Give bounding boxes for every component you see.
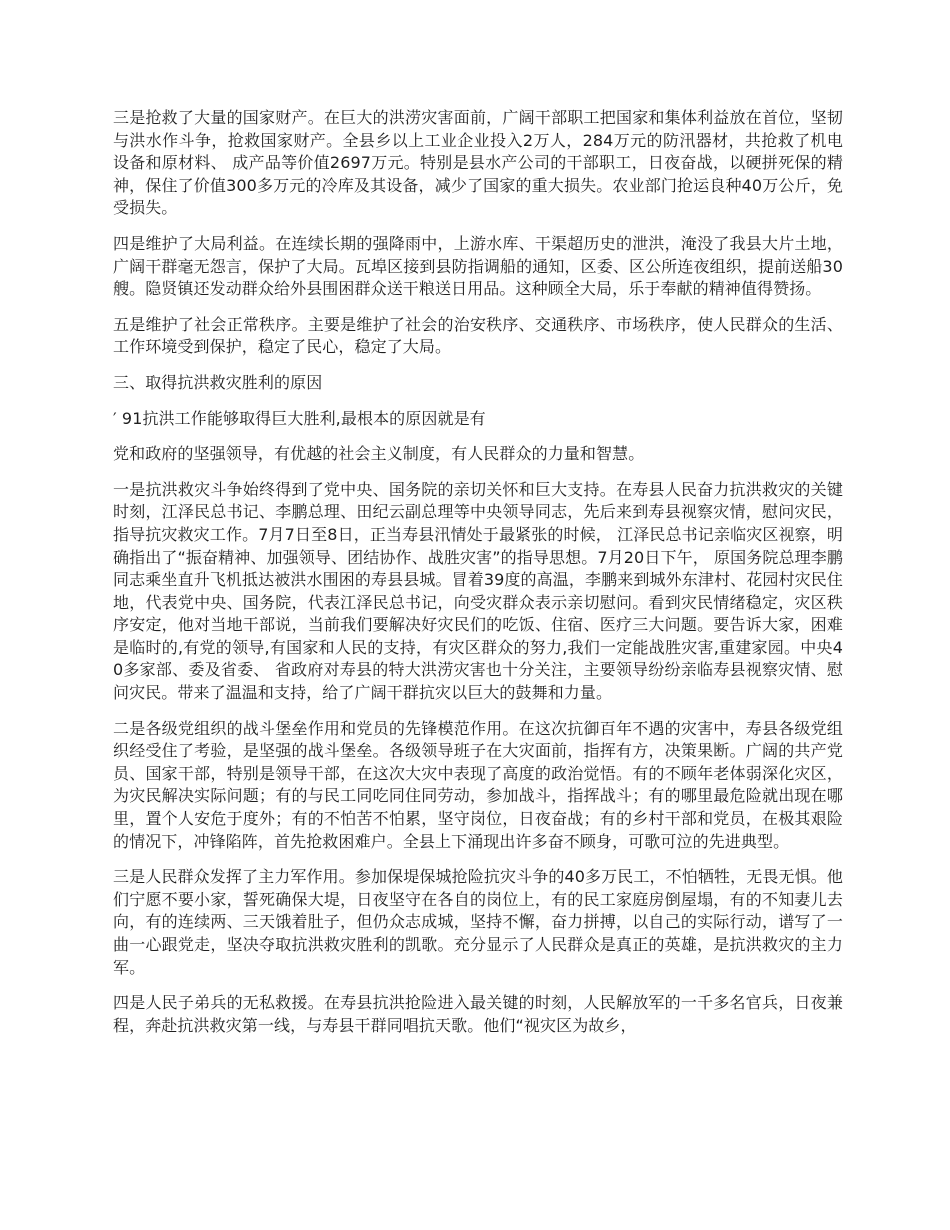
paragraph-overall-interest: 四是维护了大局利益。在连续长期的强降雨中，上游水库、干渠超历史的泄洪，淹没了我县大片土地，广阔干群毫无怨言，保护了大局。瓦埠区接到县防指调船的通知，区委、区公所连夜组织，提前送船30艘。隐贤镇还发动群众给外县围困群众送干粮送日用品。这种顾全大局，乐于奉献的精神值得赞扬。 <box>113 233 843 299</box>
paragraph-army-rescue: 四是人民子弟兵的无私救援。在寿县抗洪抢险进入最关键的时刻，人民解放军的一千多名官兵，日夜兼程，奔赴抗洪救灾第一线，与寿县干群同唱抗天歌。他们“视灾区为故乡， <box>113 993 843 1035</box>
paragraph-central-support: 一是抗洪救灾斗争始终得到了党中央、国务院的亲切关怀和巨大支持。在寿县人民奋力抗洪救灾的关键时刻，江泽民总书记、李鹏总理、田纪云副总理等中央领导同志，先后来到寿县视察灾情，慰问灾民，指导抗灾救灾工作。7月7日至8日，正当寿县汛情处于最紧张的时候， 江泽民总书记亲临灾区视察，明确指出了“振奋精神、加强领导、团结协作、战胜灾害”的指导思想。7月20日下午， 原国务院总理李鹏同志乘坐直升飞机抵达被洪水围困的寿县县城。冒着39度的高温，李鹏来到城外东津村、花园村灾民住地，代表党中央、国务院，代表江泽民总书记，向受灾群众表示亲切慰问。看到灾民情绪稳定，灾区秩序安定，他对当地干部说，当前我们要解决好灾民们的吃饭、住宿、医疗三大问题。要告诉大家，困难是临时的,有党的领导,有国家和人民的支持，有灾区群众的努力,我们一定能战胜灾害,重建家园。中央40多家部、委及省委、 省政府对寿县的特大洪涝灾害也十分关注，主要领导纷纷亲临寿县视察灾情、慰问灾民。带来了温温和支持，给了广阔干群抗灾以巨大的鼓舞和力量。 <box>113 479 843 703</box>
paragraph-party-organizations: 二是各级党组织的战斗堡垒作用和党员的先锋模范作用。在这次抗御百年不遇的灾害中，寿县各级党组织经受住了考验，是坚强的战斗堡垒。各级领导班子在大灾面前，指挥有方，决策果断。广阔的共产党员、国家干部，特别是领导干部，在这次大灾中表现了高度的政治觉悟。有的不顾年老体弱深化灾区，为灾民解决实际问题；有的与民工同吃同住同劳动，参加战斗，指挥战斗；有的哪里最危险就出现在哪里，置个人安危于度外；有的不怕苦不怕累，坚守岗位，日夜奋战；有的乡村干部和党员，在极其艰险的情况下，冲锋陷阵，首先抢救困难户。全县上下涌现出许多奋不顾身，可歌可泣的先进典型。 <box>113 718 843 851</box>
paragraph-people-main-force: 三是人民群众发挥了主力军作用。参加保堤保城抢险抗灾斗争的40多万民工，不怕牺牲，无畏无惧。他们宁愿不要小家，誓死确保大堤，日夜坚守在各自的岗位上，有的民工家庭房倒屋塌，有的不知妻儿去向，有的连续两、三天饿着肚子，但仍众志成城，坚持不懈，奋力拼搏，以自己的实际行动，谱写了一曲一心跟党走，坚决夺取抗洪救灾胜利的凯歌。充分显示了人民群众是真正的英雄，是抗洪救灾的主力军。 <box>113 867 843 977</box>
section-heading-reasons: 三、取得抗洪救灾胜利的原因 <box>113 372 323 392</box>
paragraph-reason-intro: ′ 91抗洪工作能够取得巨大胜利,最根本的原因就是有 <box>113 408 486 428</box>
document-body <box>113 107 843 1050</box>
paragraph-reason-intro-continued: 党和政府的坚强领导，有优越的社会主义制度，有人民群众的力量和智慧。 <box>113 444 645 464</box>
paragraph-state-property: 三是抢救了大量的国家财产。在巨大的洪涝灾害面前，广阔干部职工把国家和集体利益放在首位，坚韧与洪水作斗争，抢救国家财产。全县乡以上工业企业投入2万人，284万元的防汛器材，共抢救了机电设备和原材料、 成产品等价值2697万元。特别是县水产公司的干部职工，日夜奋战，以硬拼死保的精神，保住了价值300多万元的冷库及其设备，减少了国家的重大损失。农业部门抢运良种40万公斤，免受损失。 <box>113 108 843 218</box>
paragraph-social-order: 五是维护了社会正常秩序。主要是维护了社会的治安秩序、交通秩序、市场秩序，使人民群众的生活、工作环境受到保护，稳定了民心，稳定了大局。 <box>113 314 843 357</box>
